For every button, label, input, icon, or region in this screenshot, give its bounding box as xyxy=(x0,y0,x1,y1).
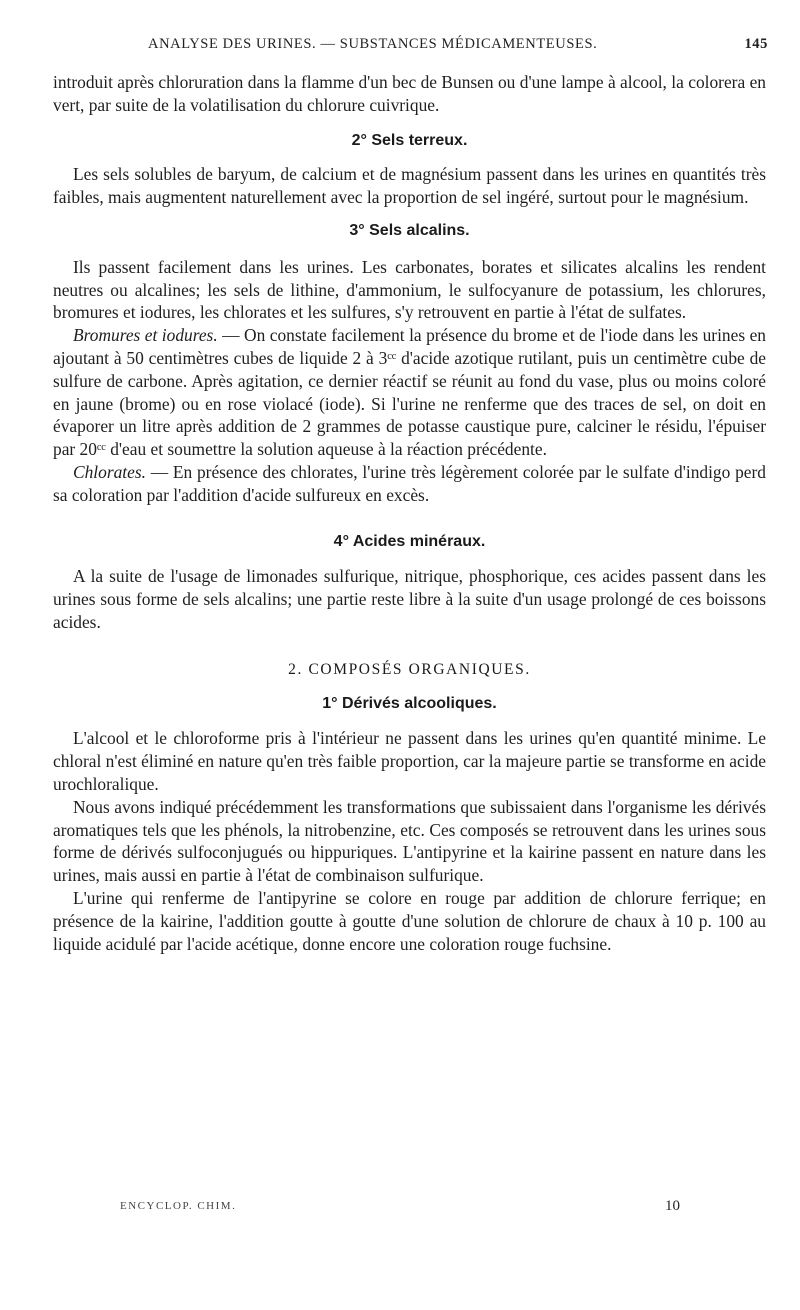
page-body xyxy=(53,71,766,955)
running-header xyxy=(148,36,768,53)
paragraph-antipyrine: L'urine qui renferme de l'antipyrine se colore en rouge par addition de chlorure ferrique; en présence de la kairine, l'addition goutte à goutte d'une solution de chlorure de chaux à 10 p. 100 au liquide acidulé par l'acide acétique, donne encore une coloration rouge fuchsine. xyxy=(53,887,766,954)
heading-derives-alcooliques: 1° Dérivés alcooliques. xyxy=(322,694,497,712)
paragraph-intro: introduit après chloruration dans la flamme d'un bec de Bunsen ou d'une lampe à alcool, la colorera en vert, par suite de la volatilisation du chlorure cuivrique. xyxy=(53,72,766,115)
paragraph-chlorates xyxy=(53,461,766,507)
paragraph-aromatiques: Nous avons indiqué précédemment les transformations que subissaient dans l'organisme les dérivés aromatiques tels que les phénols, la nitrobenzine, etc. Ces composés se retrouvent dans les urines sous forme de dérivés sulfoconjugués ou hippuriques. L'antipyrine et la kairine passent en nature dans les urines, mais aussi en partie à l'état de combinaison sulfurique. xyxy=(53,796,766,886)
sheet-number: 10 xyxy=(665,1198,680,1214)
bromures-text: — On constate facilement la présence du brome et de l'iode dans les urines en ajoutant à 50 centimètres cubes de liquide 2 à 3ᶜᶜ d'acide azotique rutilant, puis un centimètre cube de sulfure de carbone. Après agitation, ce dernier réactif se réunit au fond du vase, plus ou moins coloré en jaune (brome) ou en rose violacé (iode). Si l'urine ne renferme que des traces de sel, on doit en évaporer un litre après addition de 2 grammes de potasse caustique pure, calciner le résidu, l'épuiser par 20ᶜᶜ d'eau et soumettre la solution aqueuse à la réaction précédente. xyxy=(53,325,766,460)
heading-acides-mineraux: 4° Acides minéraux. xyxy=(333,532,486,550)
paragraph-bromures xyxy=(53,324,766,461)
paragraph-acides: A la suite de l'usage de limonades sulfurique, nitrique, phosphorique, ces acides passent dans les urines sous forme de sels alcalins; une partie reste libre à la suite d'un usage prolongé de ces boissons acides. xyxy=(53,566,766,632)
paragraph-sels-terreux: Les sels solubles de baryum, de calcium et de magnésium passent dans les urines en quantités très faibles, mais augmentent naturellement avec la proportion de sel ingéré, surtout pour le magnésium. xyxy=(53,164,766,208)
chlorates-label: Chlorates. xyxy=(73,461,146,482)
bromures-label: Bromures et iodures. xyxy=(73,325,218,346)
running-title: ANALYSE DES URINES. — SUBSTANCES MÉDICAMENTEUSES. xyxy=(148,36,598,52)
paragraph-alcool: L'alcool et le chloroforme pris à l'intérieur ne passent dans les urines qu'en quantité minime. Le chloral n'est éliminé en nature qu'en très faible proportion, car la majeure partie se transforme en acide urochloralique. xyxy=(53,728,766,794)
page-number: 145 xyxy=(744,36,768,52)
footer-signature: ENCYCLOP. CHIM. xyxy=(120,1200,237,1212)
heading-sels-terreux: 2° Sels terreux. xyxy=(351,131,468,149)
paragraph-sels-alcalins: Ils passent facilement dans les urines. Les carbonates, borates et silicates alcalins les rendent neutres ou alcalines; les sels de lithine, d'ammonium, le sulfocyanure de potassium, les chlorures, bromures et iodures, les chlorates et les sulfures, s'y retrouvent en partie à l'état de sulfates. xyxy=(53,256,766,323)
heading-sels-alcalins: 3° Sels alcalins. xyxy=(349,221,470,239)
chlorates-text: — En présence des chlorates, l'urine très légèrement colorée par le sulfate d'indigo perd sa coloration par l'addition d'acide sulfureux en excès. xyxy=(53,461,766,505)
page-footer xyxy=(120,1200,680,1212)
heading-composes-organiques: 2. COMPOSÉS ORGANIQUES. xyxy=(288,660,531,678)
